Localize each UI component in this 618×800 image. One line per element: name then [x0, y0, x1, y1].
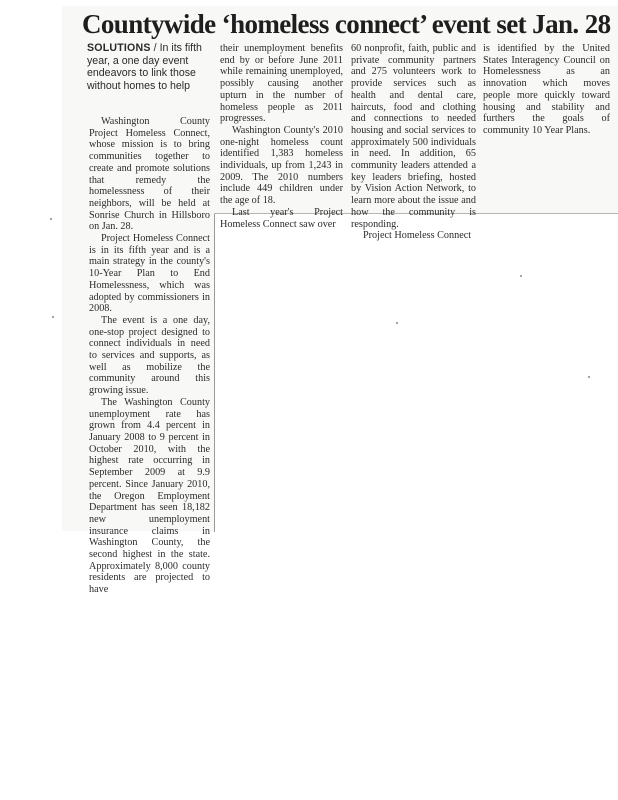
- article-column-2: [220, 43, 343, 230]
- blank-area: [215, 214, 618, 534]
- scan-speck: [520, 275, 522, 277]
- paragraph: Last year's Project Homeless Connect saw over: [220, 206, 343, 230]
- headline: Countywide ‘homeless connect’ event set Jan. 28: [82, 9, 611, 39]
- paragraph: The event is a one day, one-stop project designed to connect individuals in need to services and supports, as well as mobilize the community around this growing issue.: [89, 314, 210, 397]
- deck-kicker: SOLUTIONS: [87, 42, 151, 54]
- scan-speck: [396, 322, 398, 324]
- paragraph: Project Homeless Connect: [363, 230, 472, 242]
- deck-separator: /: [153, 42, 157, 54]
- paragraph: Washington County Project Homeless Connect, whose mission is to bring communities together to create and promote solutions that remedy the homelessness of their neighbors, will be held at Sonrise Church in Hillsboro on Jan. 28.: [89, 116, 210, 233]
- paragraph: is identified by the United States Interagency Council on Homelessness as an innovation which moves people more quickly toward housing and stability and furthers the goals of community 10 Year Plans.: [483, 43, 610, 136]
- paragraph: Washington County's 2010 one-night homeless count identified 1,383 homeless individuals, up from 1,243 in 2009. The 2010 numbers include 449 children under the age of 18.: [220, 124, 343, 207]
- scan-speck: [52, 316, 54, 318]
- article-column-3: [351, 43, 476, 242]
- article-column-1: [89, 116, 210, 596]
- article-column-4: [483, 43, 610, 137]
- clipping-edge-vertical: [214, 214, 215, 532]
- deck-text: In its fifth year, a one day event endeavors to link those without homes to help: [87, 42, 202, 92]
- paragraph: The Washington County unemployment rate has grown from 4.4 percent in January 2008 to 9 percent in October 2010, with the highest rate occurring in September 2009 at 9.9 percent. Since January 2010, the Oregon Employment Department has seen 18,182 new unemployment insurance claims in Washington County, the second highest in the state. Approximately 8,000 county residents are projected to have: [89, 396, 210, 596]
- paragraph: their unemployment benefits end by or before June 2011 while remaining unemployed, possibly causing another upturn in the number of homeless people as 2011 progresses.: [220, 43, 343, 125]
- paragraph: 60 nonprofit, faith, public and private community partners and 275 volunteers work to provide services such as health and dental care, haircuts, food and clothing and connections to needed housing and social services to approximately 500 individuals in need. In addition, 65 community leaders attended a key leaders briefing, hosted by Vision Action Network, to learn more about the issue and how the community is responding.: [351, 43, 476, 230]
- scan-speck: [588, 376, 590, 378]
- paragraph: Project Homeless Connect is in its fifth year and is a main strategy in the county's 10-Year Plan to End Homelessness, which was adopted by commissioners in 2008.: [89, 233, 210, 315]
- deck: [87, 42, 215, 92]
- scan-speck: [50, 218, 52, 220]
